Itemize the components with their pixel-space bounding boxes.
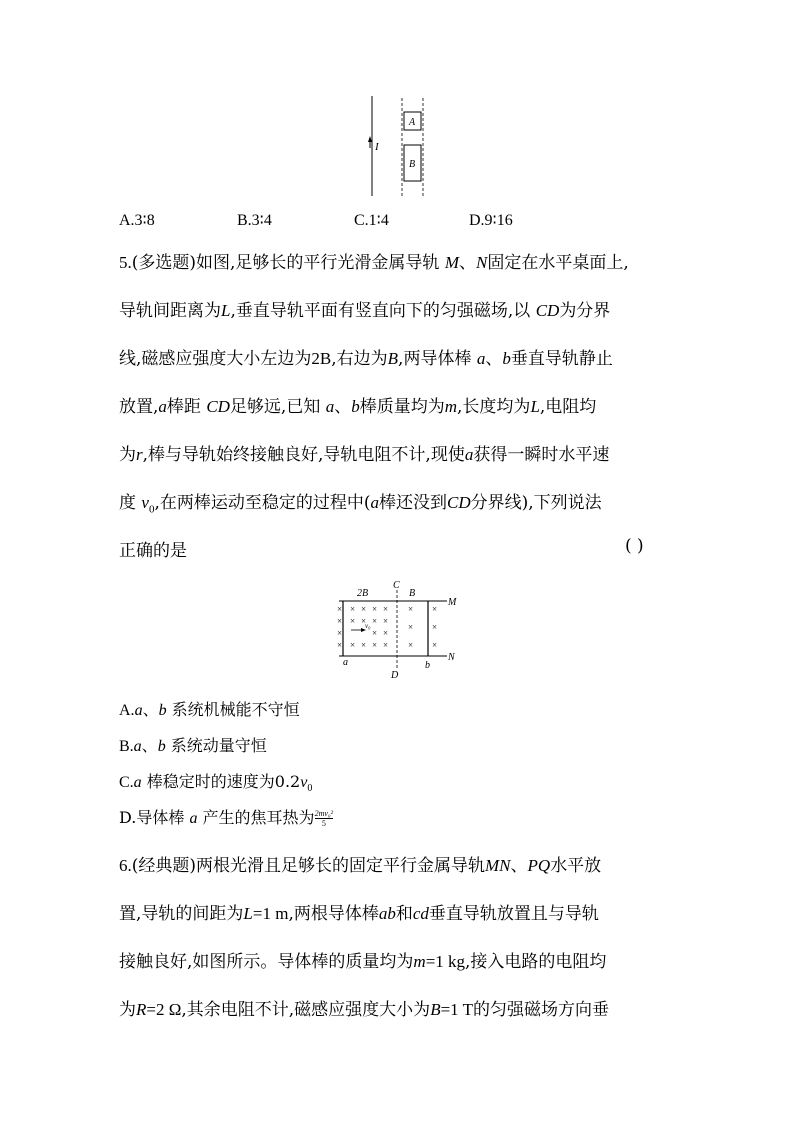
magnetic-field-cross-icons — [337, 604, 437, 650]
svg-text:×: × — [372, 616, 378, 626]
svg-text:B: B — [409, 588, 416, 599]
svg-text:v₀: v₀ — [365, 622, 371, 630]
svg-text:×: × — [361, 616, 367, 626]
svg-text:×: × — [337, 604, 343, 614]
q5-line-7: 正确的是 — [119, 541, 187, 561]
svg-text:D: D — [391, 670, 399, 680]
svg-text:×: × — [337, 616, 343, 626]
q5-option-c[interactable]: C.a 棒稳定时的速度为$0.2v_0$ — [119, 772, 313, 795]
svg-text:b: b — [425, 660, 430, 671]
q5-option-a[interactable]: A.a、b 系统机械能不守恒 — [119, 700, 300, 719]
q6-line-2: 置,导轨的间距为L=1 m,两根导体棒ab和cd垂直导轨放置且与导轨 — [119, 904, 599, 924]
svg-text:×: × — [408, 640, 414, 650]
q5-option-d[interactable]: D.导体棒 a 产生的焦耳热为 $\frac{\text{2mv₀²}}{5}$ — [119, 808, 334, 828]
svg-text:×: × — [383, 628, 389, 638]
q5-line-4: 放置,a棒距 CD足够远,已知 a、b棒质量均为m,长度均为L,电阻均 — [119, 397, 597, 417]
q4-figure — [355, 92, 435, 200]
svg-text:×: × — [337, 628, 343, 638]
q5-line-5: 为r,棒与导轨始终接触良好,导轨电阻不计,现使a获得一瞬时水平速 — [119, 445, 610, 465]
svg-text:×: × — [432, 622, 438, 632]
svg-text:B: B — [409, 159, 416, 170]
q6-line-3: 接触良好,如图所示。导体棒的质量均为m=1 kg,接入电路的电阻均 — [119, 952, 607, 972]
svg-text:M: M — [448, 597, 457, 608]
q4-option-b[interactable]: B.3∶4 — [237, 212, 272, 229]
svg-text:×: × — [350, 604, 356, 614]
q5-line-2: 导轨间距离为L,垂直导轨平面有竖直向下的匀强磁场,以 CD为分界 — [119, 301, 611, 321]
svg-text:×: × — [372, 604, 378, 614]
current-label: I — [375, 141, 379, 153]
svg-text:×: × — [337, 640, 343, 650]
svg-text:2B: 2B — [357, 588, 369, 599]
answer-bracket[interactable]: ( ) — [625, 536, 644, 556]
q5-line-1: 5.(多选题)如图,足够长的平行光滑金属导轨 M、N固定在水平桌面上, — [119, 253, 629, 273]
fraction: $\frac{\text{2mv₀²}}{5}$ — [314, 809, 334, 828]
svg-text:×: × — [372, 628, 378, 638]
arrow-head-icon — [368, 136, 372, 142]
svg-text:N: N — [448, 652, 455, 663]
svg-text:×: × — [350, 640, 356, 650]
q4-option-a[interactable]: A.3∶8 — [119, 212, 155, 229]
svg-text:×: × — [383, 640, 389, 650]
svg-text:×: × — [350, 616, 356, 626]
svg-text:C: C — [393, 580, 400, 591]
svg-text:×: × — [361, 604, 367, 614]
svg-text:×: × — [361, 640, 367, 650]
q4-option-d[interactable]: D.9∶16 — [469, 212, 513, 229]
svg-text:a: a — [343, 657, 348, 668]
svg-text:×: × — [432, 640, 438, 650]
q4-option-c[interactable]: C.1∶4 — [354, 212, 389, 229]
svg-text:×: × — [383, 616, 389, 626]
svg-text:×: × — [408, 622, 414, 632]
q6-line-4: 为R=2 Ω,其余电阻不计,磁感应强度大小为B=1 T的匀强磁场方向垂 — [119, 1000, 609, 1020]
svg-text:×: × — [383, 604, 389, 614]
q5-figure — [335, 576, 465, 680]
svg-text:A: A — [409, 117, 416, 128]
svg-text:×: × — [432, 604, 438, 614]
q5-line-3: 线,磁感应强度大小左边为2B,右边为B,两导体棒 a、b垂直导轨静止 — [119, 349, 613, 369]
svg-text:×: × — [408, 604, 414, 614]
svg-text:×: × — [372, 640, 378, 650]
q5-line-6: 度 $v_0$,在两棒运动至稳定的过程中(a棒还没到CD分界线),下列说法 — [119, 493, 602, 516]
q6-line-1: 6.(经典题)两根光滑且足够长的固定平行金属导轨MN、PQ水平放 — [119, 856, 602, 876]
q5-option-b[interactable]: B.a、b 系统动量守恒 — [119, 736, 267, 755]
